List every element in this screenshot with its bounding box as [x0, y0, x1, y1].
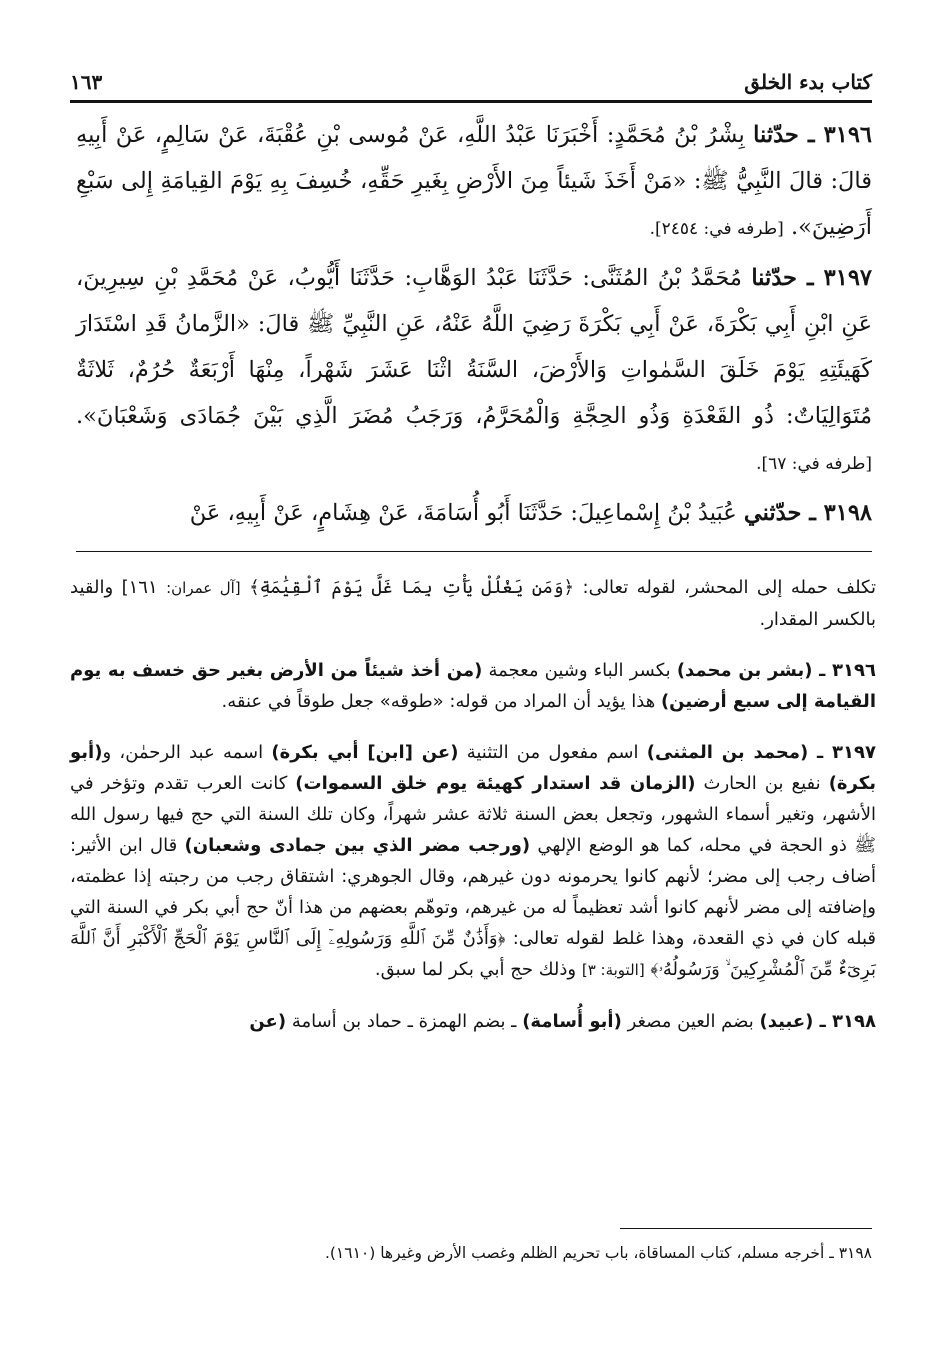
hadith-reference: [طرفه في: ٦٧]. — [756, 454, 872, 474]
commentary-number: ٣١٩٨ — [832, 1011, 876, 1032]
hadith-number: ٣١٩٦ — [823, 122, 873, 148]
commentary-3197: ٣١٩٧ ـ (محمد بن المثنى) اسم مفعول من التثنية (عن [ابن] أبي بكرة) اسمه عبد الرحمٰن، و(أبو بكرة) نفيع بن الحارث (الزمان قد استدار كهيئة يوم خلق السموات) كانت العرب تقدم وتؤخر في الأشهر، وتغير أسماء الشهور، وتجعل بعض السنة ثلاثة عشر شهراً، وكان تلك السنة التي حج فيها رسول الله ﷺ ذو الحجة في محله، كما هو الوضع الإلهي (ورجب مضر الذي بين جمادى وشعبان) قال ابن الأثير: أضاف رجب إلى مضر؛ لأنهم كانوا يحرمونه دون غيرهم، وقال الجوهري: اشتقاق رجب من رجبته إذا عظمته، وإضافته إلى مضر لأنهم كانوا أشد تعظيماً له من غيرهم، وتوهّم بعضهم من هذا أنّ حج أبي بكر في السنة التي قبله كان في ذي القعدة، وهذا غلط لقوله تعالى: ﴿وَأَذَٰنٌ مِّنَ ٱللَّهِ وَرَسُولِهِۦٓ إِلَى ٱلنَّاسِ يَوْمَ ٱلْحَجِّ ٱلْأَكْبَرِ أَنَّ ٱللَّهَ بَرِىٓءٌ مِّنَ ٱلْمُشْرِكِينَ ۙ وَرَسُولُهُۥ﴾ [التوبة: ٣] وذلك حج أبي بكر لما سبق. — [70, 742, 876, 980]
hadith-text-section — [76, 112, 872, 539]
commentary-heading: (أبو بكرة) — [70, 742, 876, 794]
commentary-heading: (عبيد) — [759, 1011, 814, 1032]
commentary-heading: (أبو أُسامة) — [522, 1011, 622, 1032]
commentary-3196: ٣١٩٦ ـ (بشر بن محمد) بكسر الباء وشين معجمة (من أخذ شيئاً من الأرض بغير حق خسف به يوم القيامة إلى سبع أرضين) هذا يؤيد أن المراد من قوله: «طوقه» جعل طوقاً في عنقه. — [70, 660, 876, 712]
hadith-3198: ٣١٩٨ ـ حدّثني عُبَيدُ بْنُ إِسْماعِيلَ: حَدَّثَنَا أَبُو أُسَامَةَ، عَنْ هِشَامٍ، عَنْ أَبِيهِ، عَنْ — [189, 500, 872, 526]
page-header — [70, 52, 872, 103]
narration-lead: حدّثنا — [753, 122, 799, 148]
hadith-body: بِشْرُ بْنُ مُحَمَّدٍ: أَخْبَرَنَا عَبْدُ اللَّهِ، عَنْ مُوسى بْنِ عُقْبَةَ، عَنْ سَالِمٍ، عَنْ أَبِيهِ قالَ: قالَ النَّبِيُّ ﷺ: «مَنْ أَخَذَ شَيئاً مِنَ الأَرْضِ بِغَيرِ حَقِّهِ، خُسِفَ بِهِ يَوْمَ القِيامَةِ إِلى سَبْعِ أَرَضِينَ». — [76, 122, 872, 240]
commentary-heading: (محمد بن المثنى) — [646, 742, 809, 763]
narration-lead: حدّثنا — [751, 265, 797, 291]
hadith-body: مُحَمَّدُ بْنُ المُثَنَّى: حَدَّثَنَا عَبْدُ الوَهَّابِ: حَدَّثَنَا أَيُّوبُ، عَنْ مُحَمَّدِ بْنِ سِيرِينَ، عَنِ ابْنِ أَبِي بَكْرَةَ، عَنْ أَبِي بَكْرَةَ رَضِيَ اللَّهُ عَنْهُ، عَنِ النَّبِيِّ ﷺ قالَ: «الزَّمانُ قَدِ اسْتَدَارَ كَهَيئَتِهِ يَوْمَ خَلَقَ السَّمٰواتِ وَالأَرْضَ، السَّنَةُ اثْنَا عَشَرَ شَهْراً، مِنْهَا أَرْبَعَةٌ حُرُمٌ، ثَلاثَةٌ مُتَوَالِيَاتٌ: ذُو القَعْدَةِ وَذُو الحِجَّةِ وَالْمُحَرَّمُ، وَرَجَبُ مُضَرَ الَّذِي بَيْنَ جُمَادَى وَشَعْبَانَ». — [76, 265, 872, 429]
hadith-number: ٣١٩٨ — [823, 500, 872, 526]
commentary-heading: (عن [ابن] أبي بكرة) — [271, 742, 459, 763]
verse-reference: [التوبة: ٣] — [581, 961, 645, 979]
commentary-heading: (ورجب مضر الذي بين جمادى وشعبان) — [184, 835, 531, 856]
commentary-number: ٣١٩٦ — [832, 660, 876, 681]
hadith-3196: ٣١٩٦ ـ حدّثنا بِشْرُ بْنُ مُحَمَّدٍ: أَخْبَرَنَا عَبْدُ اللَّهِ، عَنْ مُوسى بْنِ عُقْبَةَ، عَنْ سَالِمٍ، عَنْ أَبِيهِ قالَ: قالَ النَّبِيُّ ﷺ: «مَنْ أَخَذَ شَيئاً مِنَ الأَرْضِ بِغَيرِ حَقِّهِ، خُسِفَ بِهِ يَوْمَ القِيامَةِ إِلى سَبْعِ أَرَضِينَ». [طرفه في: ٢٤٥٤]. — [76, 122, 873, 240]
commentary-number: ٣١٩٧ — [832, 742, 876, 763]
commentary-heading: (بشر بن محمد) — [676, 660, 813, 681]
book-title: كتاب بدء الخلق — [744, 70, 872, 94]
section-divider — [76, 551, 872, 552]
quran-verse: ﴿وَمَن يَغْلُلْ يَأْتِ بِمَا غَلَّ يَوْمَ ٱلْقِيَٰمَةِ﴾ — [249, 577, 575, 598]
commentary-3198: ٣١٩٨ ـ (عبيد) بضم العين مصغر (أبو أُسامة) ـ بضم الهمزة ـ حماد بن أسامة (عن — [249, 1011, 876, 1032]
commentary-heading: (من أخذ شيئاً من الأرض بغير حق خسف به يوم القيامة إلى سبع أرضين) — [70, 660, 876, 712]
narration-lead: حدّثني — [743, 500, 802, 526]
footnote: ٣١٩٨ ـ أخرجه مسلم، كتاب المساقاة، باب تحريم الظلم وغصب الأرض وغيرها (١٦١٠). — [324, 1244, 872, 1262]
commentary-heading: (عن — [249, 1011, 287, 1032]
commentary-section — [70, 572, 876, 1057]
hadith-3197: ٣١٩٧ ـ حدّثنا مُحَمَّدُ بْنُ المُثَنَّى: حَدَّثَنَا عَبْدُ الوَهَّابِ: حَدَّثَنَا أَيُّوبُ، عَنْ مُحَمَّدِ بْنِ سِيرِينَ، عَنِ ابْنِ أَبِي بَكْرَةَ، عَنْ أَبِي بَكْرَةَ رَضِيَ اللَّهُ عَنْهُ، عَنِ النَّبِيِّ ﷺ قالَ: «الزَّمانُ قَدِ اسْتَدَارَ كَهَيئَتِهِ يَوْمَ خَلَقَ السَّمٰواتِ وَالأَرْضَ، السَّنَةُ اثْنَا عَشَرَ شَهْراً، مِنْهَا أَرْبَعَةٌ حُرُمٌ، ثَلاثَةٌ مُتَوَالِيَاتٌ: ذُو القَعْدَةِ وَذُو الحِجَّةِ وَالْمُحَرَّمُ، وَرَجَبُ مُضَرَ الَّذِي بَيْنَ جُمَادَى وَشَعْبَانَ». [طرفه في: ٦٧]. — [76, 265, 872, 474]
footnote-divider — [620, 1228, 872, 1229]
page-number: ١٦٣ — [70, 70, 103, 94]
verse-reference: [آل عمران: — [166, 579, 241, 597]
hadith-number: ٣١٩٧ — [823, 265, 872, 291]
hadith-reference: [طرفه في: ٢٤٥٤]. — [649, 219, 784, 239]
commentary-intro: تكلف حمله إلى المحشر، لقوله تعالى: ﴿وَمَن يَغْلُلْ يَأْتِ بِمَا غَلَّ يَوْمَ ٱلْقِيَٰمَةِ﴾ [آل عمران: ١٦١] والقيد بالكسر المقدار. — [70, 577, 876, 630]
quran-verse: ﴿وَأَذَٰنٌ مِّنَ ٱللَّهِ وَرَسُولِهِۦٓ إِلَى ٱلنَّاسِ يَوْمَ ٱلْحَجِّ ٱلْأَكْبَرِ أَنَّ ٱللَّهَ بَرِىٓءٌ مِّنَ ٱلْمُشْرِكِينَ ۙ وَرَسُولُهُۥ﴾ — [70, 928, 876, 980]
commentary-heading: (الزمان قد استدار كهيئة يوم خلق السموات) — [295, 773, 696, 794]
hadith-body: عُبَيدُ بْنُ إِسْماعِيلَ: حَدَّثَنَا أَبُو أُسَامَةَ، عَنْ هِشَامٍ، عَنْ أَبِيهِ، عَنْ — [189, 500, 737, 526]
